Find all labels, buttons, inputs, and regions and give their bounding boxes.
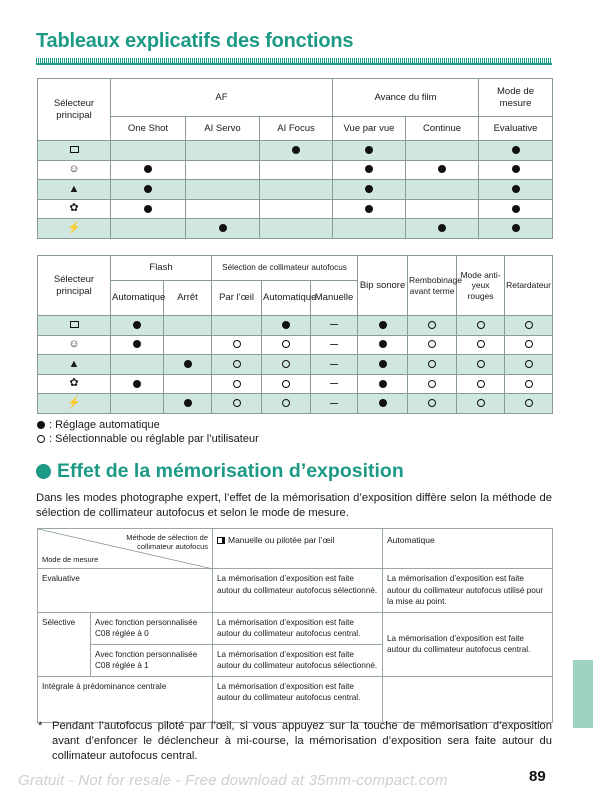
table-cell <box>406 160 479 180</box>
filled-dot-icon <box>365 205 373 213</box>
title-rule-line <box>36 63 552 65</box>
table-cell <box>111 316 164 336</box>
table-cell <box>457 335 505 355</box>
open-circle-icon <box>428 380 436 388</box>
section-paragraph: Dans les modes photographe expert, l’effet de la mémorisation d’exposition diffère selon la méthode de sélection de collimateur autofocus et selon le mode de mesure. <box>36 492 552 519</box>
t3-row-evaluative: Evaluative <box>38 569 213 613</box>
filled-dot-icon <box>144 185 152 193</box>
table-cell <box>408 335 457 355</box>
t1-head-af: AF <box>111 79 333 117</box>
filled-dot-icon <box>512 185 520 193</box>
t3-cell: La mémorisation d’exposition est faite autour du collimateur autofocus utilisé pour la mise au point. <box>383 569 553 613</box>
page-title: Tableaux explicatifs des fonctions <box>36 30 354 52</box>
t2-sub: Automatique <box>111 281 164 316</box>
table-cell <box>311 335 358 355</box>
table-cell <box>260 219 333 239</box>
table-cell <box>406 180 479 200</box>
filled-dot-icon <box>365 146 373 154</box>
diag-top-label: Méthode de sélection de collimateur autofocus <box>126 533 208 551</box>
t3-head-eye-label: Manuelle ou pilotée par l’œil <box>228 535 335 545</box>
filled-dot-icon <box>379 340 387 348</box>
mode-cell <box>38 219 111 239</box>
filled-dot-icon <box>512 224 520 232</box>
landscape-icon: ▲ <box>68 182 80 195</box>
table-cell <box>212 355 262 375</box>
t3-head-auto: Automatique <box>383 529 553 569</box>
table-cell <box>479 199 553 219</box>
open-circle-icon <box>428 340 436 348</box>
legend-user <box>37 433 259 445</box>
table-cell <box>479 219 553 239</box>
t3-head-eye <box>213 529 383 569</box>
side-tab <box>573 660 593 728</box>
table-cell <box>479 160 553 180</box>
open-circle-icon <box>233 360 241 368</box>
table-row <box>38 374 553 394</box>
table-cell <box>164 355 212 375</box>
table-cell <box>408 355 457 375</box>
dash-icon <box>330 344 338 345</box>
filled-dot-icon <box>365 165 373 173</box>
table-cell <box>260 160 333 180</box>
table-cell <box>358 394 408 414</box>
section-heading <box>36 460 404 483</box>
open-circle-icon <box>477 380 485 388</box>
sports-icon: ⚡ <box>67 221 81 234</box>
table-cell <box>333 141 406 161</box>
table-cell <box>406 219 479 239</box>
table-cell <box>408 394 457 414</box>
t3-row-centerweighted: Intégrale à prédominance centrale <box>38 676 213 722</box>
t2-sub: Automatique <box>262 281 311 316</box>
ae-lock-table <box>37 528 553 723</box>
filled-dot-icon <box>379 380 387 388</box>
open-circle-icon <box>477 399 485 407</box>
table-cell <box>212 394 262 414</box>
mode-cell <box>38 180 111 200</box>
t1-sub: Evaluative <box>479 117 553 141</box>
table-row <box>38 316 553 336</box>
function-table-1 <box>37 78 553 239</box>
filled-dot-icon <box>184 360 192 368</box>
t3-cell-empty <box>383 676 553 722</box>
legend-auto-text: : Réglage automatique <box>49 419 160 431</box>
table-cell <box>457 374 505 394</box>
filled-dot-icon <box>379 360 387 368</box>
filled-dot-icon <box>292 146 300 154</box>
table-cell <box>457 394 505 414</box>
mode-cell <box>38 394 111 414</box>
table-row <box>38 335 553 355</box>
page-number: 89 <box>529 768 546 785</box>
table-cell <box>505 355 553 375</box>
closeup-icon: ✿ <box>69 202 79 215</box>
table-cell <box>111 394 164 414</box>
t1-sub: AI Servo <box>186 117 260 141</box>
table-cell <box>111 180 186 200</box>
filled-dot-icon <box>219 224 227 232</box>
eye-control-icon <box>217 537 225 544</box>
t3-cell: La mémorisation d’exposition est faite autour du collimateur autofocus central. <box>213 676 383 722</box>
t2-head-rewind: Rembobinage avant terme <box>408 256 457 316</box>
filled-dot-icon <box>37 421 45 429</box>
table-cell <box>260 199 333 219</box>
table-cell <box>212 374 262 394</box>
table-cell <box>260 141 333 161</box>
open-circle-icon <box>428 321 436 329</box>
dash-icon <box>330 383 338 384</box>
footnote-text: Pendant l’autofocus piloté par l’œil, si vous appuyez sur la touche de mémorisation d’exposition avant d’enfoncer le déclencheur à mi-course, la mémorisation d’exposition sera faite autour du collimateur autofocus central. <box>52 720 552 763</box>
t1-head-metering: Mode de mesure <box>479 79 553 117</box>
open-circle-icon <box>233 340 241 348</box>
footnote <box>36 719 552 765</box>
table-row <box>38 141 553 161</box>
open-circle-icon <box>525 380 533 388</box>
table-cell <box>262 335 311 355</box>
t1-head-selector: Sélecteur principal <box>38 79 111 141</box>
table-cell <box>212 316 262 336</box>
table-cell <box>479 141 553 161</box>
filled-dot-icon <box>512 205 520 213</box>
sports-icon: ⚡ <box>67 396 81 409</box>
table-cell <box>311 374 358 394</box>
portrait-icon: ☺ <box>68 162 80 175</box>
diagonal-header-cell <box>38 529 213 569</box>
table-row <box>38 394 553 414</box>
open-circle-icon <box>233 399 241 407</box>
table-cell <box>406 141 479 161</box>
table-cell <box>408 316 457 336</box>
footnote-star: * <box>38 720 43 732</box>
table-row <box>38 160 553 180</box>
watermark: Gratuit - Not for resale - Free download at 35mm-compact.com <box>18 772 448 789</box>
table-cell <box>311 394 358 414</box>
t1-sub: AI Focus <box>260 117 333 141</box>
table-row <box>38 219 553 239</box>
table-cell <box>505 374 553 394</box>
table-cell <box>333 199 406 219</box>
open-circle-icon <box>428 399 436 407</box>
table-cell <box>479 180 553 200</box>
closeup-icon: ✿ <box>69 377 79 390</box>
table-cell <box>111 199 186 219</box>
table-cell <box>186 160 260 180</box>
table-cell <box>262 394 311 414</box>
filled-dot-icon <box>438 165 446 173</box>
table-cell <box>164 335 212 355</box>
table-cell <box>406 199 479 219</box>
table-cell <box>262 374 311 394</box>
table-cell <box>186 199 260 219</box>
t3-cell: La mémorisation d’exposition est faite autour du collimateur autofocus sélectionné. <box>213 644 383 676</box>
t2-head-beep: Bip sonore <box>358 256 408 316</box>
table-cell <box>408 374 457 394</box>
mode-cell <box>38 160 111 180</box>
t2-head-selector: Sélecteur principal <box>38 256 111 316</box>
square-icon <box>70 146 79 153</box>
filled-dot-icon <box>144 165 152 173</box>
open-circle-icon <box>477 321 485 329</box>
open-circle-icon <box>282 380 290 388</box>
open-circle-icon <box>282 360 290 368</box>
table-cell <box>333 180 406 200</box>
table-row <box>38 355 553 375</box>
legend-auto <box>37 419 160 431</box>
filled-dot-icon <box>379 321 387 329</box>
table-cell <box>212 335 262 355</box>
t2-head-redeye: Mode anti-yeux rouges <box>457 256 505 316</box>
filled-dot-icon <box>133 340 141 348</box>
section-title: Effet de la mémorisation d’exposition <box>57 460 404 482</box>
mode-cell <box>38 316 111 336</box>
table-cell <box>262 316 311 336</box>
t2-head-timer: Retardateur <box>505 256 553 316</box>
filled-dot-icon <box>133 380 141 388</box>
t2-sub: Manuelle <box>311 281 358 316</box>
mode-cell <box>38 141 111 161</box>
table-cell <box>186 180 260 200</box>
open-circle-icon <box>525 321 533 329</box>
open-circle-icon <box>525 399 533 407</box>
filled-dot-icon <box>365 185 373 193</box>
table-cell <box>457 316 505 336</box>
table-cell <box>358 316 408 336</box>
t2-head-flash: Flash <box>111 256 212 281</box>
table-cell <box>186 219 260 239</box>
table-cell <box>111 355 164 375</box>
t3-row-selective: Sélective <box>38 612 91 676</box>
filled-dot-icon <box>133 321 141 329</box>
dash-icon <box>330 324 338 325</box>
table-cell <box>358 374 408 394</box>
t3-sub-c08-0: Avec fonction personnalisée C08 réglée à 0 <box>91 612 213 644</box>
table-cell <box>358 335 408 355</box>
table-cell <box>164 316 212 336</box>
table-cell <box>111 374 164 394</box>
open-circle-icon <box>37 435 45 443</box>
table-cell <box>111 160 186 180</box>
t2-head-af-point: Sélection de collimateur autofocus <box>212 256 358 281</box>
open-circle-icon <box>428 360 436 368</box>
table-cell <box>164 374 212 394</box>
table-cell <box>505 316 553 336</box>
table-cell <box>333 160 406 180</box>
open-circle-icon <box>525 340 533 348</box>
open-circle-icon <box>282 340 290 348</box>
t3-cell: La mémorisation d’exposition est faite autour du collimateur autofocus central. <box>383 612 553 676</box>
table-cell <box>311 316 358 336</box>
table-cell <box>505 335 553 355</box>
table-cell <box>333 219 406 239</box>
filled-dot-icon <box>184 399 192 407</box>
t2-sub: Par l’œil <box>212 281 262 316</box>
table-cell <box>186 141 260 161</box>
open-circle-icon <box>282 399 290 407</box>
bullet-icon <box>36 464 51 479</box>
mode-cell <box>38 335 111 355</box>
t1-sub: Continue <box>406 117 479 141</box>
table-cell <box>262 355 311 375</box>
portrait-icon: ☺ <box>68 337 80 350</box>
t1-sub: One Shot <box>111 117 186 141</box>
t2-sub: Arrêt <box>164 281 212 316</box>
mode-cell <box>38 355 111 375</box>
filled-dot-icon <box>144 205 152 213</box>
table-cell <box>358 355 408 375</box>
table-cell <box>111 141 186 161</box>
open-circle-icon <box>525 360 533 368</box>
table-cell <box>111 335 164 355</box>
filled-dot-icon <box>512 165 520 173</box>
dash-icon <box>330 364 338 365</box>
table-cell <box>260 180 333 200</box>
t1-head-advance: Avance du film <box>333 79 479 117</box>
open-circle-icon <box>477 340 485 348</box>
mode-cell <box>38 374 111 394</box>
function-table-2 <box>37 255 553 414</box>
filled-dot-icon <box>282 321 290 329</box>
table-cell <box>164 394 212 414</box>
dash-icon <box>330 403 338 404</box>
t3-sub-c08-1: Avec fonction personnalisée C08 réglée à 1 <box>91 644 213 676</box>
table-row <box>38 180 553 200</box>
t3-cell: La mémorisation d’exposition est faite autour du collimateur autofocus central. <box>213 612 383 644</box>
filled-dot-icon <box>512 146 520 154</box>
t1-sub: Vue par vue <box>333 117 406 141</box>
table-row <box>38 199 553 219</box>
mode-cell <box>38 199 111 219</box>
legend-user-text: : Sélectionnable ou réglable par l’utilisateur <box>49 433 259 445</box>
landscape-icon: ▲ <box>68 357 80 370</box>
t3-cell: La mémorisation d’exposition est faite autour du collimateur autofocus sélectionné. <box>213 569 383 613</box>
table-cell <box>457 355 505 375</box>
filled-dot-icon <box>438 224 446 232</box>
filled-dot-icon <box>379 399 387 407</box>
open-circle-icon <box>233 380 241 388</box>
table-cell <box>505 394 553 414</box>
square-icon <box>70 321 79 328</box>
open-circle-icon <box>477 360 485 368</box>
table-cell <box>311 355 358 375</box>
table-cell <box>111 219 186 239</box>
diag-bottom-label: Mode de mesure <box>42 554 99 564</box>
